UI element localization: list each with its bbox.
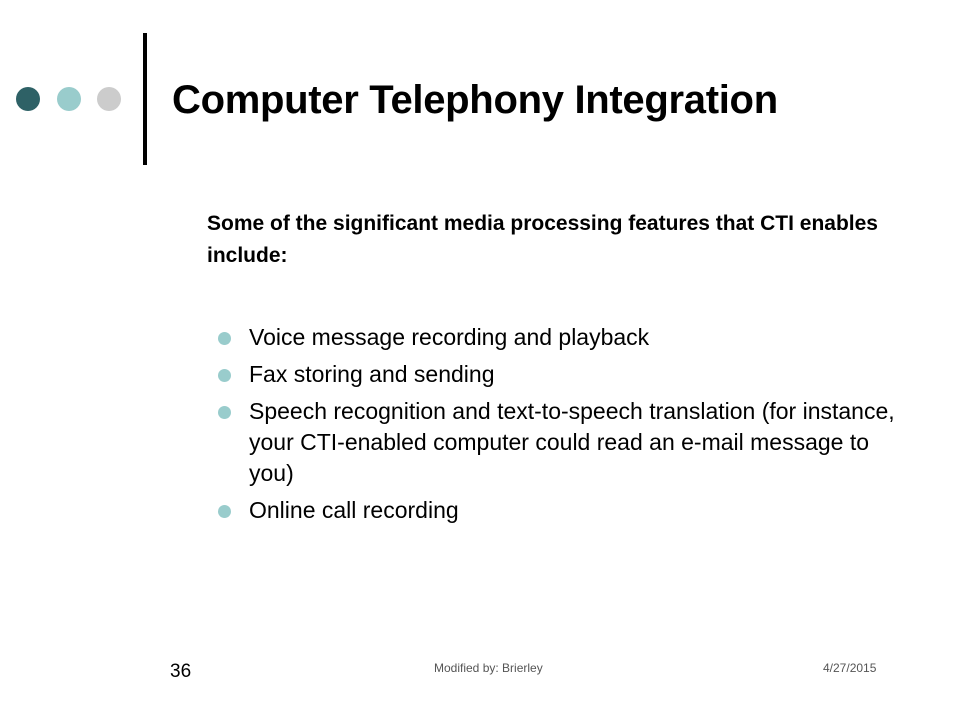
list-item-text: Online call recording (249, 497, 459, 523)
bullet-icon (218, 369, 231, 382)
list-item-text: Speech recognition and text-to-speech translation (for instance, your CTI-enabled computer could read an e-mail message to you) (249, 398, 895, 486)
list-item (218, 322, 898, 353)
intro-text: Some of the significant media processing features that CTI enables include: (207, 212, 878, 267)
title-divider-line (143, 33, 147, 165)
bullet-icon (218, 505, 231, 518)
list-item-text: Voice message recording and playback (249, 324, 650, 350)
page-number: 36 (170, 661, 192, 682)
dark-dot-icon (16, 87, 40, 111)
list-item (218, 495, 898, 526)
bullet-icon (218, 406, 231, 419)
teal-dot-icon (57, 87, 81, 111)
footer-date: 4/27/2015 (823, 661, 877, 675)
gray-dot-icon (97, 87, 121, 111)
list-item (218, 396, 898, 489)
bullet-list (218, 322, 898, 532)
list-item (218, 359, 898, 390)
bullet-icon (218, 332, 231, 345)
list-item-text: Fax storing and sending (249, 361, 495, 387)
slide-title: Computer Telephony Integration (172, 78, 778, 122)
footer-author: Modified by: Brierley (434, 661, 543, 675)
